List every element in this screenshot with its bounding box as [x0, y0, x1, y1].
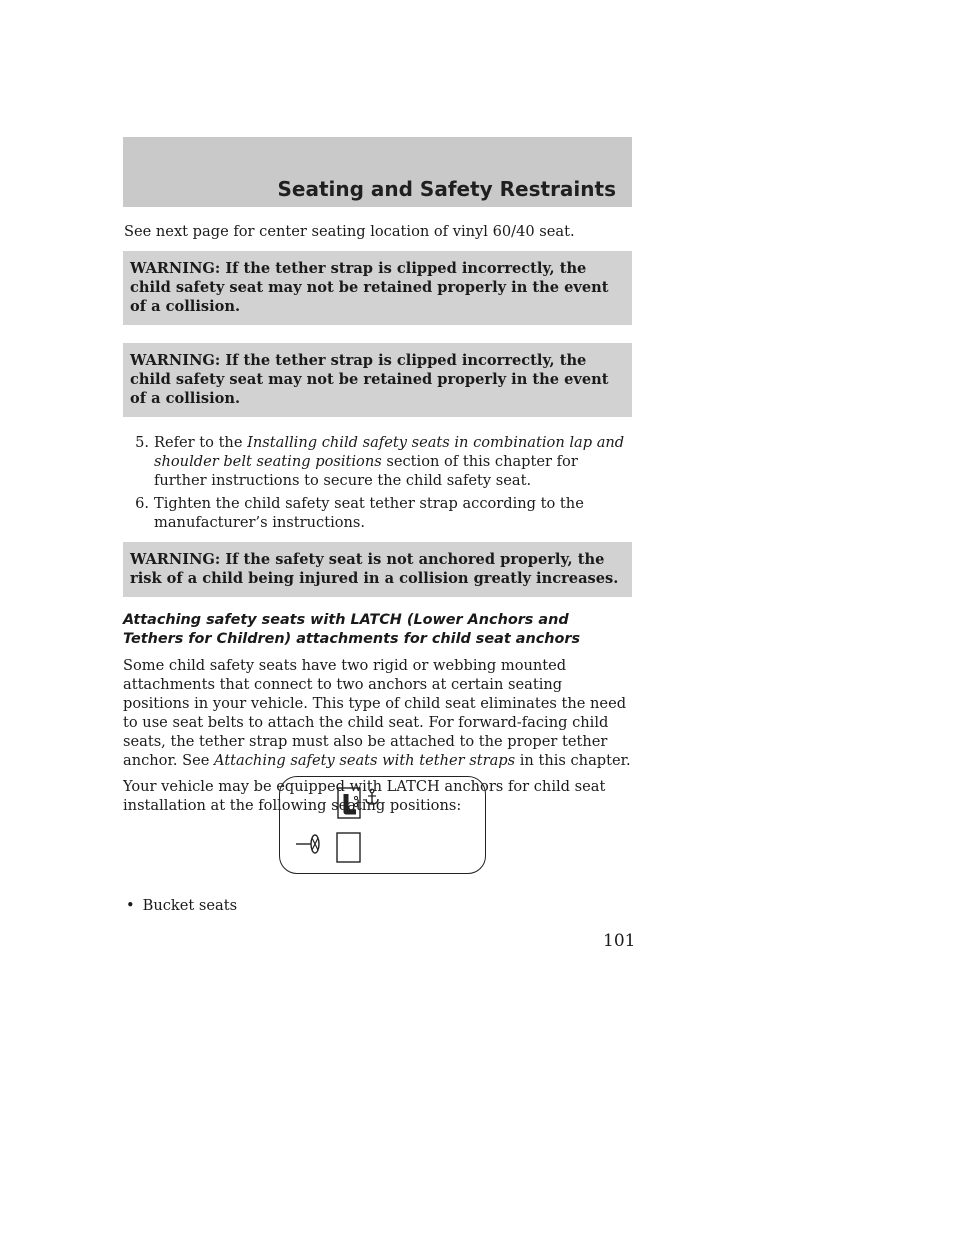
section-reference: Installing child safety seats in combination lap and shoulder belt seating positions	[154, 434, 625, 470]
body-paragraph	[123, 656, 632, 770]
body-paragraph: Your vehicle may be equipped with LATCH anchors for child seat installation at the following seating positions:	[123, 778, 606, 814]
page-title: Seating and Safety Restraints	[277, 177, 616, 201]
intro-text: See next page for center seating location of vinyl 60/40 seat.	[124, 223, 575, 240]
paragraph-text-part: in this chapter.	[515, 752, 631, 769]
step-text	[154, 433, 632, 490]
warning-text: WARNING: If the tether strap is clipped incorrectly, the child safety seat may not be retained properly in the event of a collision.	[130, 352, 609, 407]
warning-text: WARNING: If the safety seat is not anchored properly, the risk of a child being injured in a collision greatly increases.	[130, 551, 619, 587]
tether-anchor-icon	[366, 789, 378, 804]
warning-text: WARNING: If the tether strap is clipped incorrectly, the child safety seat may not be retained properly in the event of a collision.	[130, 260, 609, 315]
bullet-text: Bucket seats	[142, 897, 238, 914]
step-list	[123, 433, 632, 532]
warning-box	[123, 542, 632, 597]
warning-box	[123, 251, 632, 325]
seating-diagram	[279, 776, 486, 874]
step-number: 5.	[135, 434, 149, 451]
warning-box	[123, 343, 632, 417]
step-text: Tighten the child safety seat tether strap according to the manufacturer’s instructions.	[154, 495, 584, 531]
driver-seat	[337, 833, 360, 862]
front-seat-latch-icon	[338, 788, 378, 818]
bullet-symbol: •	[126, 897, 135, 914]
step-text-part: Refer to the	[154, 434, 248, 451]
paragraph-text-part: Some child safety seats have two rigid or webbing mounted attachments that connect to two anchors at certain seating positions in your vehicle. This type of child seat eliminates the need to use seat belts to attach the child seat. For forward-facing child seats, the tether strap must also be attached to the proper tether anchor. See	[123, 657, 627, 769]
list-item	[126, 897, 237, 914]
header-band	[123, 137, 632, 207]
section-reference: Attaching safety seats with tether straps	[214, 752, 516, 769]
step-item	[123, 433, 632, 490]
steering-wheel-icon	[296, 835, 319, 853]
seating-diagram-svg	[280, 777, 487, 875]
section-heading: Attaching safety seats with LATCH (Lower Anchors and Tethers for Children) attachments for child seat anchors	[123, 612, 581, 647]
page-number: 101	[603, 931, 636, 951]
page-content	[123, 222, 632, 815]
step-text-part: section of this chapter for further instructions to secure the child safety seat.	[154, 453, 578, 489]
lower-anchor-dot-icon	[354, 796, 357, 799]
lower-anchor-dot-icon	[354, 803, 357, 806]
step-item	[123, 494, 632, 532]
step-number: 6.	[135, 495, 149, 512]
